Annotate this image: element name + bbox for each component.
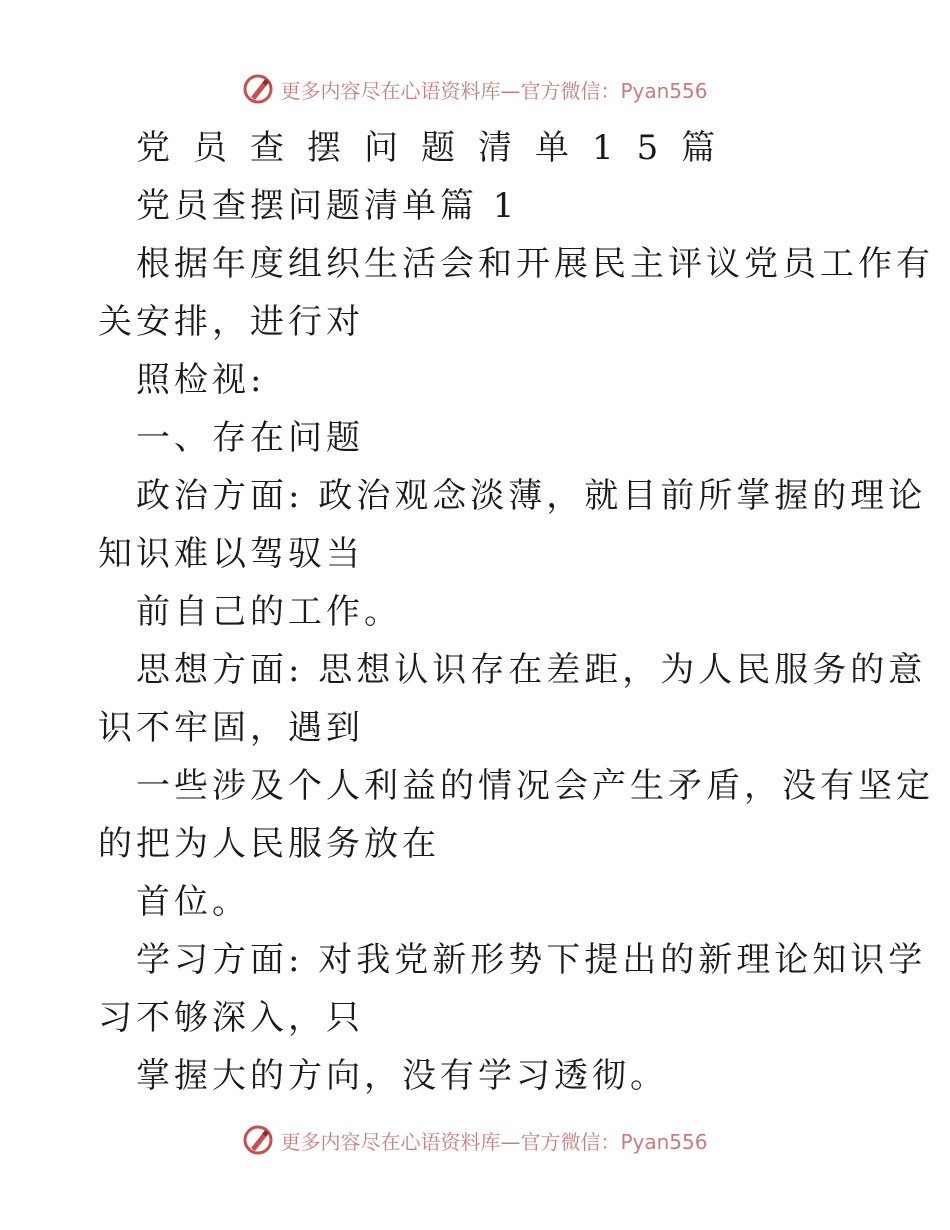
document-title: 党员查摆问题清单15篇 <box>136 128 739 168</box>
paragraph-line: 掌握大的方向，没有学习透彻。 <box>136 1056 668 1096</box>
paragraph-line: 学习方面: 对我党新形势下提出的新理论知识学 <box>136 940 927 980</box>
watermark-text: 更多内容尽在心语资料库—官方微信：Pyan556 <box>280 1129 708 1154</box>
pen-logo-icon <box>242 73 274 105</box>
paragraph-line: 习不够深入，只 <box>98 998 364 1038</box>
paragraph-line: 知识难以驾驭当 <box>98 534 364 574</box>
paragraph-line: 照检视: <box>136 360 266 400</box>
paragraph-line: 首位。 <box>136 882 250 922</box>
header-watermark <box>0 73 950 105</box>
paragraph-line: 的把为人民服务放在 <box>98 824 440 864</box>
footer-watermark <box>0 1124 950 1156</box>
watermark-text: 更多内容尽在心语资料库—官方微信：Pyan556 <box>280 78 708 103</box>
subsection-heading: 一、存在问题 <box>136 418 364 458</box>
paragraph-line: 思想方面: 思想认识存在差距，为人民服务的意 <box>136 650 927 690</box>
section-heading: 党员查摆问题清单篇 1 <box>136 186 519 226</box>
paragraph-line: 一些涉及个人利益的情况会产生矛盾，没有坚定 <box>136 766 934 806</box>
pen-logo-icon <box>242 1124 274 1156</box>
paragraph-line: 前自己的工作。 <box>136 592 402 632</box>
paragraph-line: 识不牢固，遇到 <box>98 708 364 748</box>
paragraph-line: 政治方面: 政治观念淡薄，就目前所掌握的理论 <box>136 476 927 516</box>
paragraph-line: 关安排，进行对 <box>98 302 364 342</box>
paragraph-line: 根据年度组织生活会和开展民主评议党员工作有 <box>136 244 934 284</box>
